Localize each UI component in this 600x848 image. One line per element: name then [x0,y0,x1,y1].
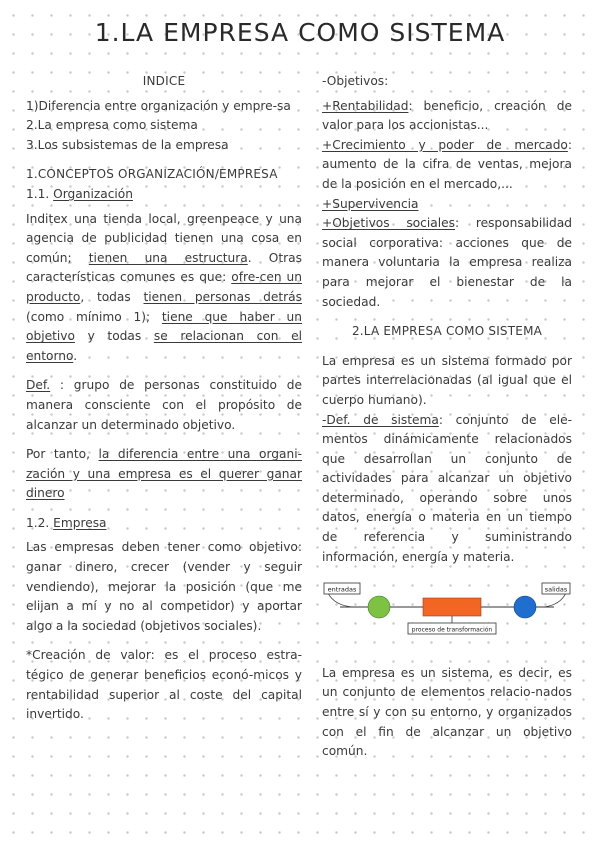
indice-heading: INDICE [142,74,186,88]
por-tanto-text: Por tanto, [26,447,99,462]
org-underline-objetivo: tiene que haber un objetivo [26,309,302,344]
objetivo-crecimiento [322,136,572,195]
final-paragraph: La empresa es un sistema, es decir, es un conjunto de elementos relacio-nados entre sí y con su entorno, y organizados con el fin de alcanzar un objetivo común. [322,665,572,759]
objetivo-text: : aumento de la cifra de ventas, mejora de la posición en el mercado,... [322,137,572,191]
def-label: Def. [26,378,51,393]
empresas-paragraph: Las empresas deben tener como objetivo: ganar dinero, crecer (vender y seguir vendiendo), mejorar la posición (que me elijan a mí y no al competidor) y aportar algo a la sociedad (objetivos sociales). [26,540,302,633]
org-underline-producto: ofre-cen un producto [26,270,302,304]
objetivo-label: +Crecimiento y poder de mercado [322,137,568,152]
process-box [423,598,481,616]
org-text-f: . [73,348,78,363]
objetivo-label: +Objetivos sociales [322,216,455,231]
defsis-label: -Def. de sistema [322,412,439,427]
salidas-label: salidas [544,585,568,594]
diagram-input-connector [328,593,352,607]
org-text-e: y todas [74,329,154,344]
org-underline-estructura: tienen una estructura [88,250,248,265]
objetivo-text: : responsabilidad social corporativa: acciones que de manera voluntaria la empresa realiza para mejorar el bienestar de la sociedad. [322,216,572,309]
section1-title: 1.CONCEPTOS ORGANIZACIÓN/EMPRESA [26,167,278,182]
subsection-1-1-number: 1.1. [26,186,50,201]
proceso-label: proceso de transformación [411,626,493,634]
subsection-1-2-number: 1.2. [26,515,50,530]
organizacion-paragraph [26,210,302,367]
org-text-a: Inditex una tienda local, greenpeace y una agencia de publicidad tienen una cosa en común; [26,211,302,265]
definition-organizacion [26,376,302,435]
entradas-label: entradas [327,585,357,594]
right-column [322,72,572,762]
org-text-d: (como mínimo 1); [26,309,162,324]
sistema-paragraph: La empresa es un sistema formado por partes interrelacionadas (al igual que el cuerpo humano). [322,353,572,407]
subsection-1-1-title: Organización [53,186,133,201]
system-diagram [322,579,572,639]
definition-sistema [322,411,572,568]
org-text-c: , todas [80,289,144,304]
section2-title: 2.LA EMPRESA COMO SISTEMA [351,324,543,339]
subsection-1-2-heading [26,514,302,534]
subsection-1-1-heading [26,185,302,205]
output-node-circle [514,596,536,618]
objetivo-rentabilidad [322,97,572,136]
org-underline-entorno: se relacionan con el entorno [26,329,302,363]
input-node-circle [368,596,390,618]
objetivo-text: : beneficio, creación de valor para los accionistas... [322,98,572,133]
por-tanto-underline: la diferencia entre una organi-zación y una empresa es el querer ganar dinero [26,447,302,501]
creacion-valor-paragraph: *Creación de valor: es el proceso estra-tégico de generar beneficios econó-micos y rentabilidad superior al coste del capital invertido. [26,648,302,722]
por-tanto-paragraph [26,445,302,504]
page-title: 1.LA EMPRESA COMO SISTEMA [94,18,506,47]
objetivo-sociales [322,214,572,312]
subsection-1-2-title: Empresa [53,515,107,530]
diagram-output-connector [544,593,566,607]
objetivos-heading: -Objetivos: [322,74,389,88]
indice-item-2: 2.La empresa como sistema [26,118,198,133]
def-text: : grupo de personas constituido de manera consciente con el propósito de alcanzar un determinado objetivo. [26,378,302,432]
indice-item-1: 1)Diferencia entre organización y empre-sa [26,98,291,113]
org-text-b: . Otras características comunes es que: [26,250,302,285]
objetivo-label: +Supervivencia [322,196,419,211]
defsis-text: : conjunto de ele-mentos dinámicamente relacionados que desarrollan un conjunto de actividades para alcanzar un objetivo determinado, operando sobre unos datos, energía o materia en un tiempo de referencia y suministrando información, energía y materia. [322,412,572,564]
objetivo-label: +Rentabilidad [322,98,409,113]
indice-item-3: 3.Los subsistemas de la empresa [26,137,229,152]
org-underline-personas: tienen personas detrás [143,289,302,304]
left-column [26,72,302,725]
objetivo-supervivencia [322,195,572,215]
